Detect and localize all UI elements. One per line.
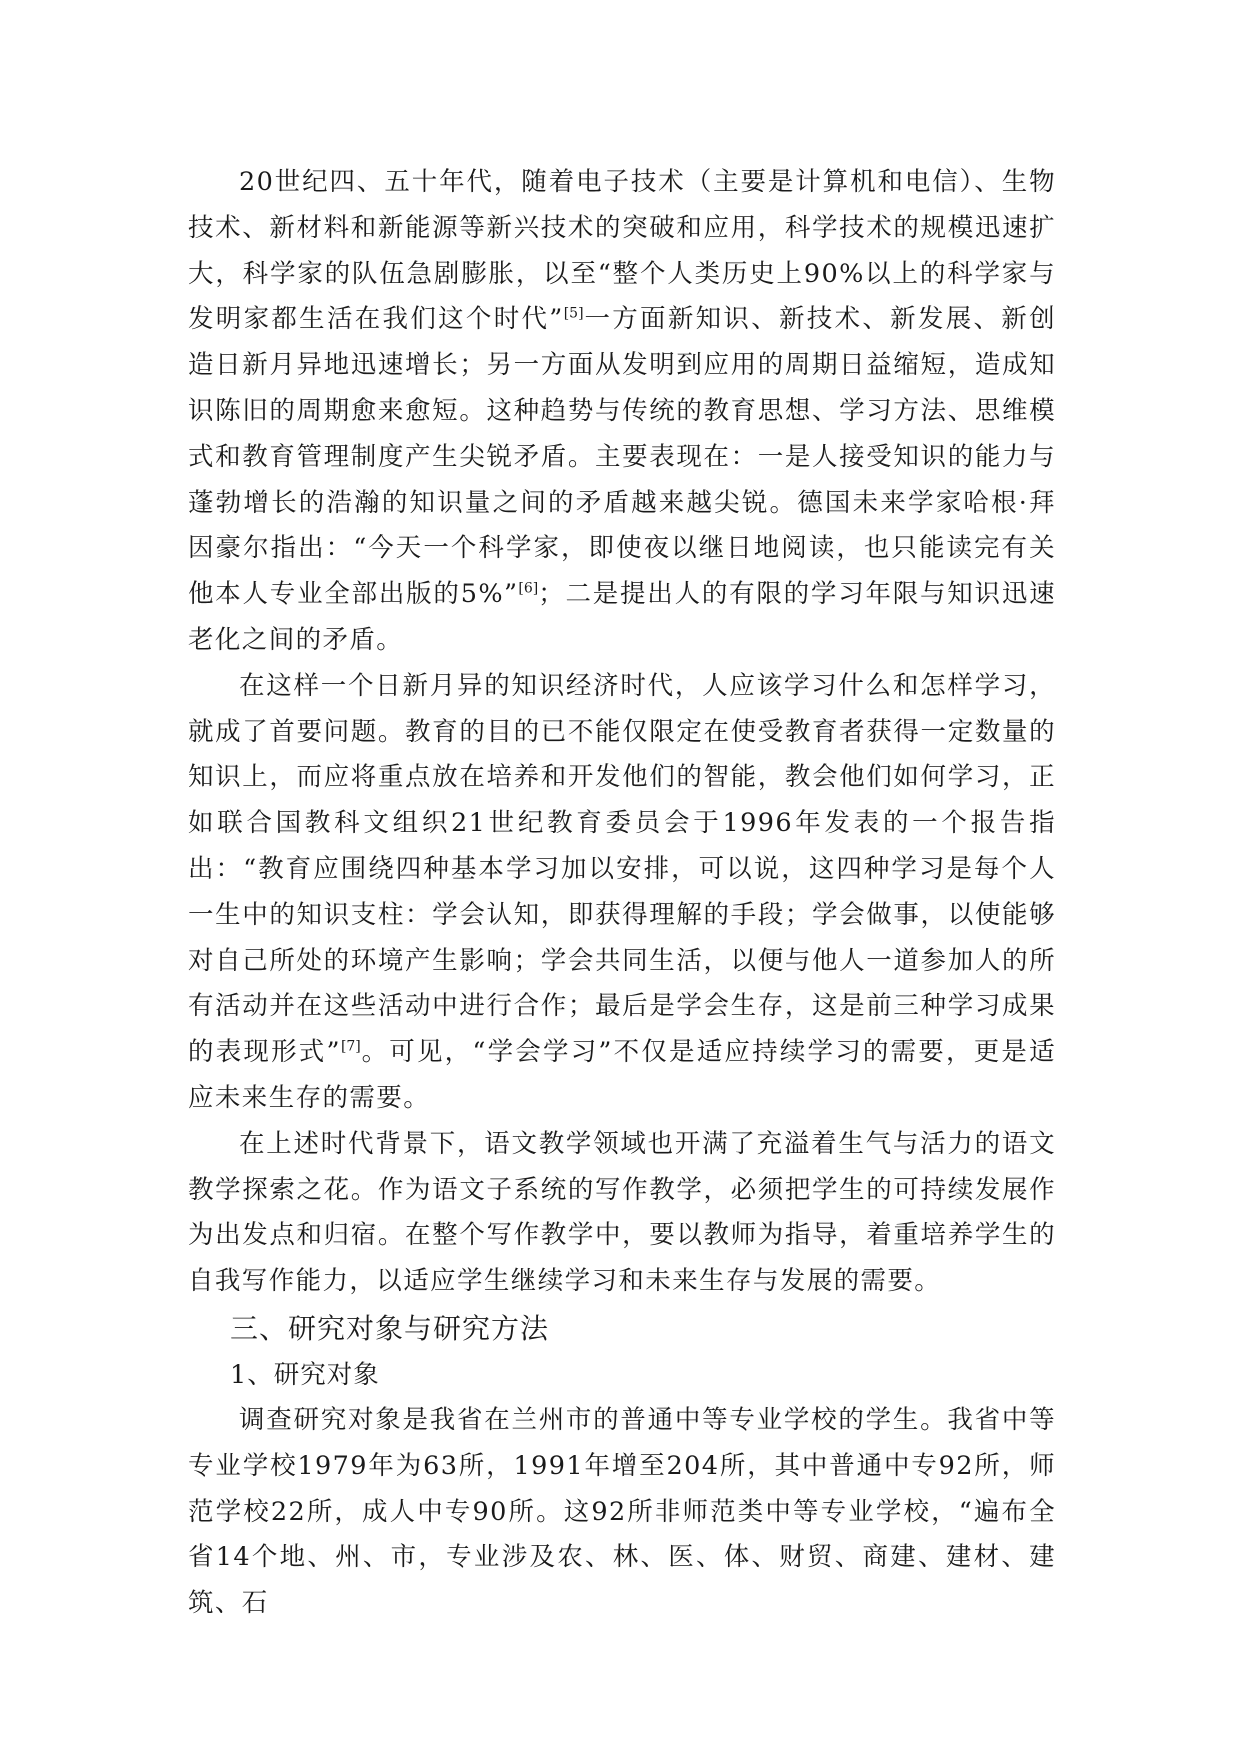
paragraph-1-text-b: 一方面新知识、新技术、新发展、新创造日新月异地迅速增长；另一方面从发明到应用的周期日益缩短，造成知识陈旧的周期愈来愈短。这种趋势与传统的教育思想、学习方法、思维模式和教育管理制度产生尖锐矛盾。主要表现在：一是人接受知识的能力与蓬勃增长的浩瀚的知识量之间的矛盾越来越尖锐。德国未来学家哈根·拜因豪尔指出：“今天一个科学家，即使夜以继日地阅读，也只能读完有关他本人专业全部出版的5%” (188, 304, 1056, 610)
paragraph-1-text-c: ；二是提出人的有限的学习年限与知识迅速老化之间的矛盾。 (188, 579, 1056, 655)
body-paragraph-3: 在上述时代背景下，语文教学领域也开满了充溢着生气与活力的语文教学探索之花。作为语文子系统的写作教学，必须把学生的可持续发展作为出发点和归宿。在整个写作教学中，要以教师为指导，着重培养学生的自我写作能力，以适应学生继续学习和未来生存与发展的需要。 (188, 1128, 1056, 1297)
citation-ref-7: [7] (340, 1038, 361, 1055)
body-paragraph-2 (188, 664, 1056, 1122)
body-paragraph-4: 调查研究对象是我省在兰州市的普通中等专业学校的学生。我省中等专业学校1979年为63所，1991年增至204所，其中普通中专92所，师范学校22所，成人中专90所。这92所非师范类中等专业学校，“遍布全省14个地、州、市，专业涉及农、林、医、体、财贸、商建、建材、建筑、石 (188, 1404, 1056, 1619)
paragraph-2-text-b: 。可见，“学会学习”不仅是适应持续学习的需要，更是适应未来生存的需要。 (188, 1037, 1057, 1113)
section-heading: 三、研究对象与研究方法 (230, 1311, 550, 1345)
citation-ref-5: [5] (563, 305, 584, 322)
document-body (188, 160, 1056, 1627)
subsection-heading: 1、研究对象 (230, 1359, 380, 1390)
body-paragraph-1 (188, 160, 1056, 664)
paragraph-1-text-a: 20世纪四、五十年代，随着电子技术（主要是计算机和电信）、生物技术、新材料和新能源等新兴技术的突破和应用，科学技术的规模迅速扩大，科学家的队伍急剧膨胀，以至“整个人类历史上90%以上的科学家与发明家都生活在我们这个时代” (188, 167, 1056, 335)
citation-ref-6: [6] (518, 580, 539, 597)
paragraph-2-text-a: 在这样一个日新月异的知识经济时代，人应该学习什么和怎样学习，就成了首要问题。教育的目的已不能仅限定在使受教育者获得一定数量的知识上，而应将重点放在培养和开发他们的智能，教会他们如何学习，正如联合国教科文组织21世纪教育委员会于1996年发表的一个报告指出：“教育应围绕四种基本学习加以安排，可以说，这四种学习是每个人一生中的知识支柱：学会认知，即获得理解的手段；学会做事，以使能够对自己所处的环境产生影响；学会共同生活，以便与他人一道参加人的所有活动并在这些活动中进行合作；最后是学会生存，这是前三种学习成果的表现形式” (188, 670, 1056, 1068)
